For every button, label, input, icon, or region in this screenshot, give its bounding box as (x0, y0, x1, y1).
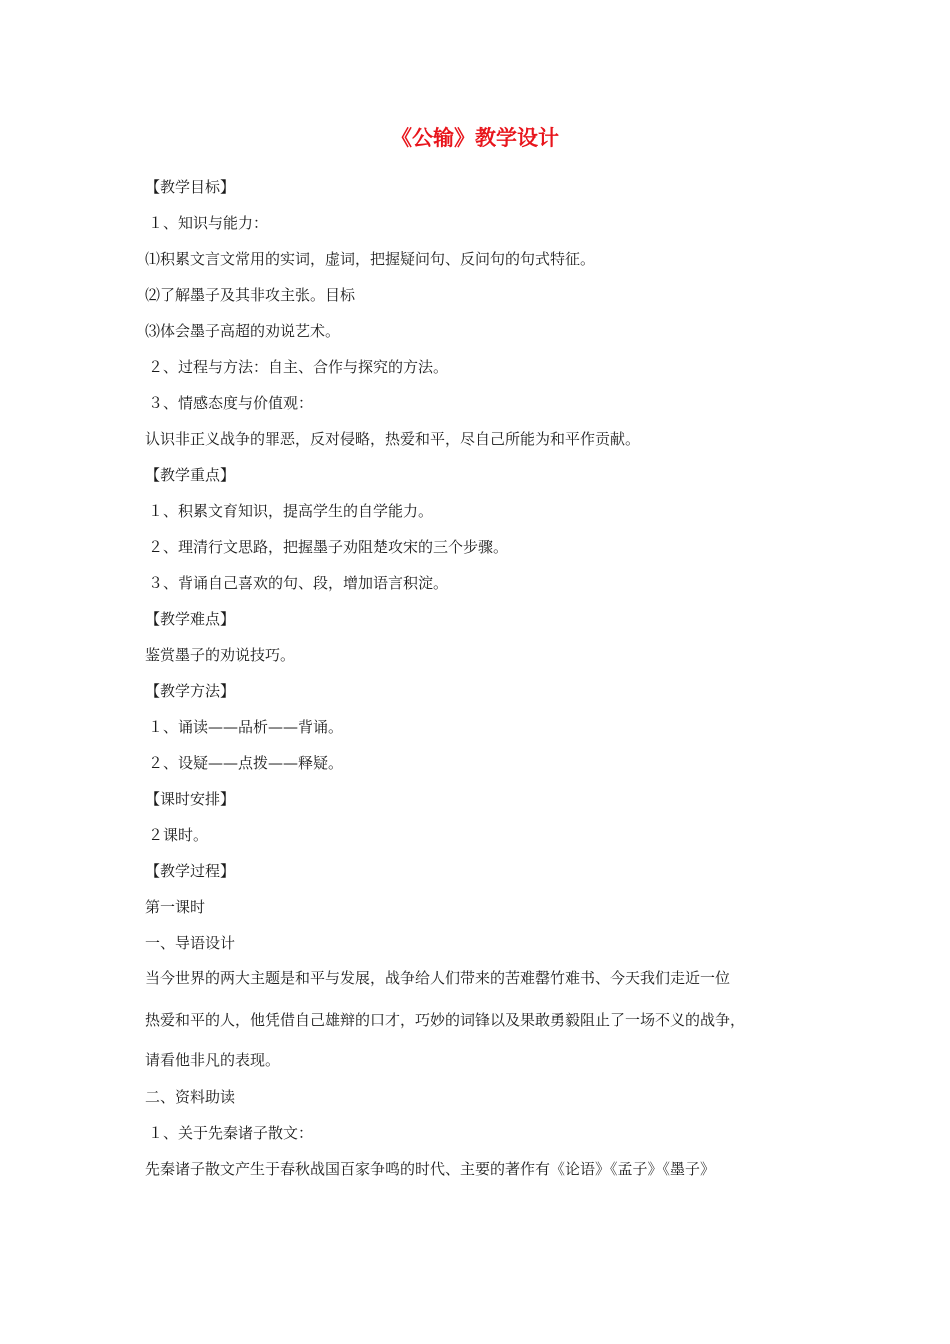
paragraph: ⑶体会墨子高超的劝说艺术。 (145, 322, 341, 340)
heading-objectives: 【教学目标】 (145, 178, 236, 196)
heading-difficulties: 【教学难点】 (145, 610, 236, 628)
paragraph: ⑴积累文言文常用的实词，虚词，把握疑问句、反问句的句式特征。 (145, 250, 596, 268)
paragraph: １、诵读——品析——背诵。 (148, 718, 344, 736)
paragraph: 先秦诸子散文产生于春秋战国百家争鸣的时代、主要的著作有《论语》《孟子》《墨子》 (145, 1160, 716, 1178)
paragraph: ２、过程与方法：自主、合作与探究的方法。 (148, 358, 449, 376)
paragraph: ⑵了解墨子及其非攻主张。目标 (145, 286, 356, 304)
paragraph: 鉴赏墨子的劝说技巧。 (145, 646, 296, 664)
paragraph: １、积累文育知识，提高学生的自学能力。 (148, 502, 434, 520)
paragraph: ３、背诵自己喜欢的句、段，增加语言积淀。 (148, 574, 449, 592)
heading-schedule: 【课时安排】 (145, 790, 236, 808)
paragraph: 认识非正义战争的罪恶，反对侵略，热爱和平，尽自己所能为和平作贡献。 (145, 430, 641, 448)
paragraph: 热爱和平的人，他凭借自己雄辩的口才，巧妙的词锋以及果敢勇毅阻止了一场不义的战争， (145, 1011, 746, 1029)
paragraph: ３、情感态度与价值观： (148, 394, 314, 412)
document-title: 《公输》教学设计 (391, 126, 559, 150)
paragraph: ２、理清行文思路，把握墨子劝阻楚攻宋的三个步骤。 (148, 538, 509, 556)
heading-methods: 【教学方法】 (145, 682, 236, 700)
paragraph: １、关于先秦诸子散文： (148, 1124, 314, 1142)
paragraph: 请看他非凡的表现。 (145, 1051, 281, 1069)
paragraph: 第一课时 (145, 898, 206, 916)
heading-process: 【教学过程】 (145, 862, 236, 880)
paragraph: 二、资料助读 (145, 1088, 236, 1106)
paragraph: 当今世界的两大主题是和平与发展，战争给人们带来的苦难罄竹难书、今天我们走近一位 (145, 969, 731, 987)
paragraph: ２、设疑——点拨——释疑。 (148, 754, 344, 772)
paragraph: ２课时。 (148, 826, 209, 844)
heading-key-points: 【教学重点】 (145, 466, 236, 484)
paragraph: １、知识与能力： (148, 214, 269, 232)
paragraph: 一、导语设计 (145, 934, 236, 952)
